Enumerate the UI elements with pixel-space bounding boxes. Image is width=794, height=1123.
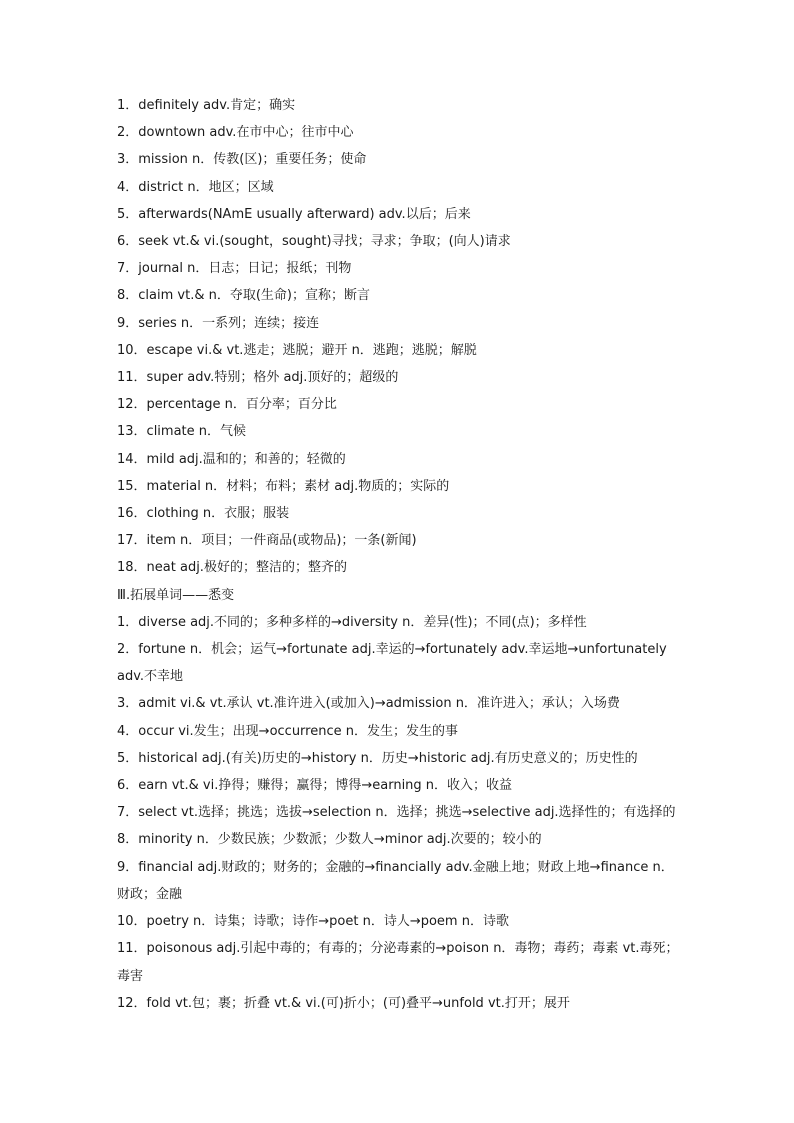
vocab-item: 8．claim vt.& n．夺取(生命)；宣称；断言 [117, 288, 370, 304]
vocab-item: 16．clothing n．衣服；服装 [117, 506, 290, 522]
vocab-item: 7．journal n．日志；日记；报纸；刊物 [117, 261, 352, 277]
extension-item: 1．diverse adj.不同的；多种多样的→diversity n．差异(性)；不同(点)；多样性 [117, 614, 587, 630]
extension-item: 12．fold vt.包；裹；折叠 vt.& vi.(可)折小；(可)叠平→unfold vt.打开；展开 [117, 995, 570, 1011]
vocab-item: 11．super adv.特别；格外 adj.顶好的；超级的 [117, 370, 399, 386]
extension-item: 7．select vt.选择；挑选；选拔→selection n．选择；挑选→selective adj.选择性的；有选择的 [117, 805, 676, 821]
vocab-item: 4．district n．地区；区域 [117, 179, 274, 195]
vocab-item: 12．percentage n．百分率；百分比 [117, 397, 337, 413]
extension-item: 9．financial adj.财政的；财务的；金融的→financially adv.金融上地；财政上地→finance n．财政；金融 [117, 859, 674, 902]
vocab-item: 14．mild adj.温和的；和善的；轻微的 [117, 451, 346, 467]
extension-item: 4．occur vi.发生；出现→occurrence n．发生；发生的事 [117, 723, 458, 739]
document-body [117, 92, 683, 1017]
extension-item: 3．admit vi.& vt.承认 vt.准许进入(或加入)→admission n．准许进入；承认；入场费 [117, 696, 620, 712]
extension-item: 8．minority n．少数民族；少数派；少数人→minor adj.次要的；较小的 [117, 832, 542, 848]
extension-item: 10．poetry n．诗集；诗歌；诗作→poet n．诗人→poem n．诗歌 [117, 914, 509, 930]
vocab-item: 2．downtown adv.在市中心；往市中心 [117, 125, 354, 141]
extension-item: 2．fortune n．机会；运气→fortunate adj.幸运的→fortunately adv.幸运地→unfortunately adv.不幸地 [117, 642, 667, 685]
vocab-item: 6．seek vt.& vi.(sought，sought)寻找；寻求；争取；(向人)请求 [117, 234, 511, 250]
section-heading: Ⅲ.拓展单词——悉变 [117, 587, 235, 603]
extension-item: 5．historical adj.(有关)历史的→history n．历史→historic adj.有历史意义的；历史性的 [117, 750, 638, 766]
extension-item: 11．poisonous adj.引起中毒的；有毒的；分泌毒素的→poison n．毒物；毒药；毒素 vt.毒死；毒害 [117, 941, 679, 984]
vocab-item: 18．neat adj.极好的；整洁的；整齐的 [117, 560, 347, 576]
vocab-item: 5．afterwards(NAmE usually afterward) adv.以后；后来 [117, 206, 471, 222]
vocab-item: 13．climate n．气候 [117, 424, 247, 440]
vocab-item: 1．definitely adv.肯定；确实 [117, 98, 296, 113]
vocab-item: 10．escape vi.& vt.逃走；逃脱；避开 n．逃跑；逃脱；解脱 [117, 342, 477, 358]
vocab-item: 17．item n．项目；一件商品(或物品)；一条(新闻) [117, 533, 417, 549]
vocab-item: 15．material n．材料；布料；素材 adj.物质的；实际的 [117, 478, 450, 494]
vocab-item: 3．mission n．传教(区)；重要任务；使命 [117, 152, 367, 168]
extension-item: 6．earn vt.& vi.挣得；赚得；赢得；博得→earning n．收入；收益 [117, 778, 513, 794]
vocab-item: 9．series n．一系列；连续；接连 [117, 315, 320, 331]
